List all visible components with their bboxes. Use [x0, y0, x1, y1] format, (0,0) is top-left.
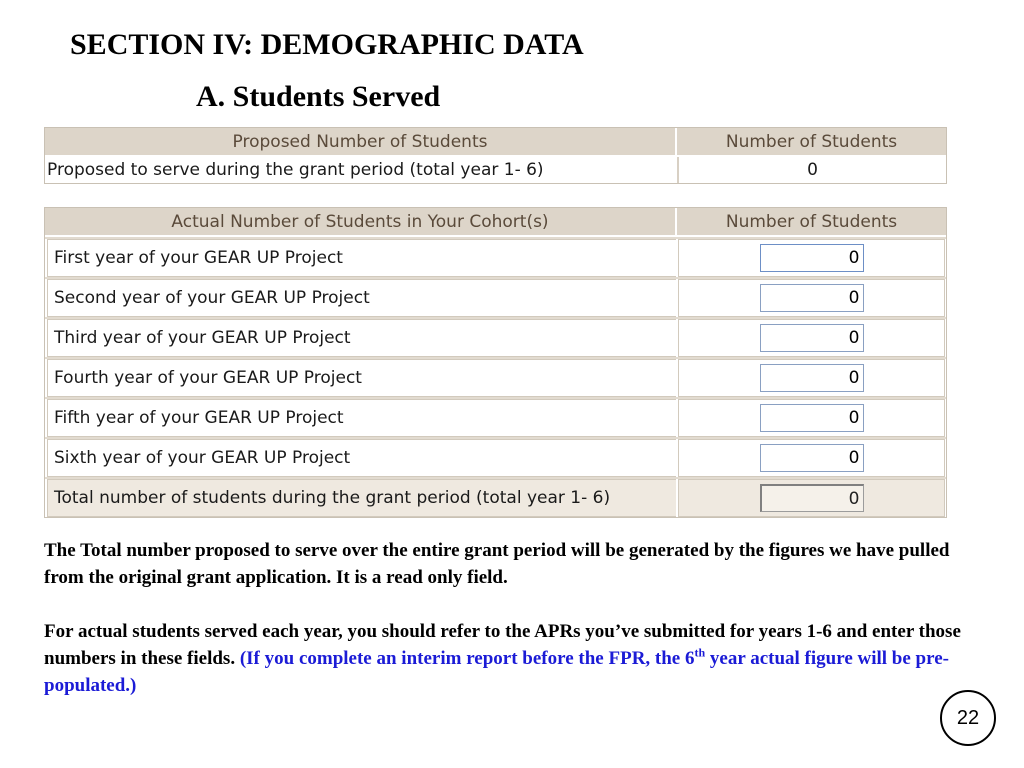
year5-cell: [678, 399, 945, 437]
year1-label: First year of your GEAR UP Project: [47, 239, 676, 277]
proposed-students-table: [44, 127, 947, 184]
table-row: [45, 397, 946, 437]
actual-students-table: [44, 207, 947, 518]
year1-students-input[interactable]: [760, 244, 864, 272]
year2-label: Second year of your GEAR UP Project: [47, 279, 676, 317]
total-students-field: [760, 484, 864, 512]
year6-label: Sixth year of your GEAR UP Project: [47, 439, 676, 477]
year6-cell: [678, 439, 945, 477]
interim-note-part1: (If you complete an interim report before the FPR, the 6: [239, 648, 695, 669]
year3-label: Third year of your GEAR UP Project: [47, 319, 676, 357]
year3-students-input[interactable]: [760, 324, 864, 352]
actual-header-count: Number of Students: [725, 211, 898, 232]
total-row: [45, 477, 946, 517]
year1-cell: [678, 239, 945, 277]
table-row: [45, 437, 946, 477]
table-row: [45, 237, 946, 277]
proposed-header-count: Number of Students: [725, 131, 898, 152]
year2-students-input[interactable]: [760, 284, 864, 312]
year4-students-input[interactable]: [760, 364, 864, 392]
year6-students-input[interactable]: [760, 444, 864, 472]
proposed-table-header: [45, 128, 946, 157]
interim-note-superscript: th: [694, 645, 706, 660]
table-row: [45, 357, 946, 397]
actual-header-label: Actual Number of Students in Your Cohort(s): [45, 208, 677, 235]
year5-label: Fifth year of your GEAR UP Project: [47, 399, 676, 437]
proposed-row-value: 0: [807, 160, 818, 180]
year2-cell: [678, 279, 945, 317]
year5-students-input[interactable]: [760, 404, 864, 432]
interim-note-part2: year actual figure will be pre-populated.): [44, 648, 949, 696]
proposed-header-label: Proposed Number of Students: [45, 128, 677, 155]
actual-table-header: [45, 208, 946, 237]
total-label: Total number of students during the grant period (total year 1- 6): [47, 479, 676, 517]
year3-cell: [678, 319, 945, 357]
page-number: 22: [940, 690, 996, 746]
table-row: [45, 317, 946, 357]
year4-cell: [678, 359, 945, 397]
total-cell: [678, 479, 945, 517]
proposed-row-label: Proposed to serve during the grant period (total year 1- 6): [45, 157, 679, 183]
read-only-note: The Total number proposed to serve over the entire grant period will be generated by the figures we have pulled from the original grant application. It is a read only field.: [44, 540, 950, 588]
section-title: SECTION IV: DEMOGRAPHIC DATA: [70, 28, 584, 61]
actual-students-note-text: For actual students served each year, you should refer to the APRs you’ve submitted for years 1-6 and enter those numbers in these fields.: [44, 621, 961, 669]
proposed-row: [45, 157, 946, 183]
section-subtitle: A. Students Served: [196, 80, 441, 113]
actual-students-note: [44, 618, 989, 699]
year4-label: Fourth year of your GEAR UP Project: [47, 359, 676, 397]
table-row: [45, 277, 946, 317]
